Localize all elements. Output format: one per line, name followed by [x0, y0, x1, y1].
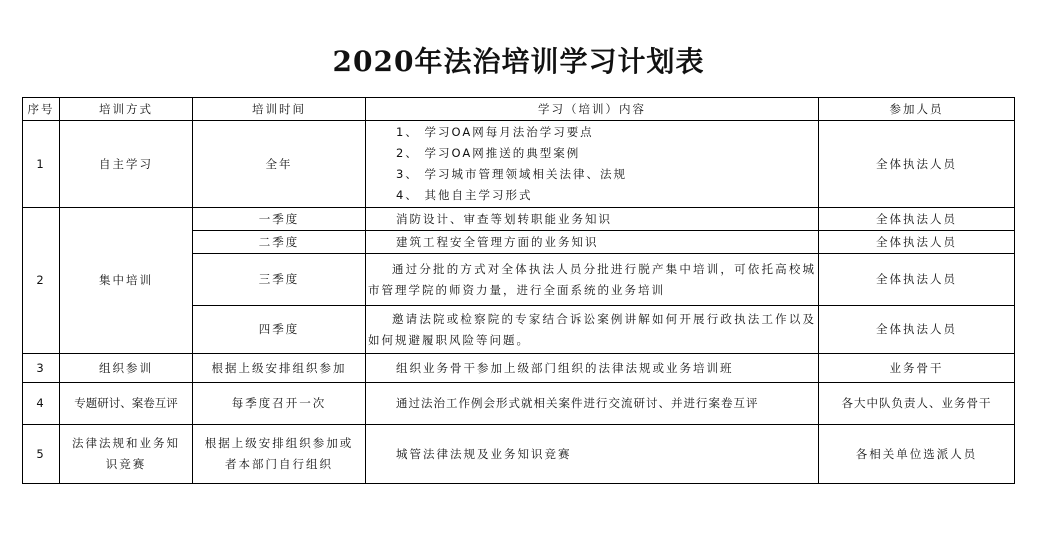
training-time: 四季度	[193, 306, 366, 354]
page-title: 2020年法治培训学习计划表	[332, 45, 705, 78]
training-content: 消防设计、审查等划转职能业务知识	[366, 208, 819, 231]
training-time: 全年	[193, 121, 366, 208]
row-number: 3	[23, 354, 60, 383]
row-number: 4	[23, 383, 60, 425]
header-cell: 参加人员	[819, 98, 1015, 121]
participants: 各相关单位选派人员	[819, 425, 1015, 484]
training-mode: 集中培训	[60, 208, 193, 354]
table-row	[23, 383, 1015, 425]
participants: 各大中队负责人、业务骨干	[819, 383, 1015, 425]
training-content: 邀请法院或检察院的专家结合诉讼案例讲解如何开展行政执法工作以及如何规避履职风险等问题。	[366, 306, 819, 354]
table-row	[23, 425, 1015, 484]
participants: 全体执法人员	[819, 208, 1015, 231]
training-time: 一季度	[193, 208, 366, 231]
row-number: 1	[23, 121, 60, 208]
participants: 全体执法人员	[819, 231, 1015, 254]
training-mode: 自主学习	[60, 121, 193, 208]
training-content: 建筑工程安全管理方面的业务知识	[366, 231, 819, 254]
training-content: 组织业务骨干参加上级部门组织的法律法规或业务培训班	[366, 354, 819, 383]
table-row	[23, 354, 1015, 383]
training-content: 通过分批的方式对全体执法人员分批进行脱产集中培训，可依托高校城市管理学院的师资力量，进行全面系统的业务培训	[366, 254, 819, 306]
content-item: 1、 学习OA网每月法治学习要点	[396, 125, 594, 139]
participants: 全体执法人员	[819, 254, 1015, 306]
header-cell: 学习（培训）内容	[366, 98, 819, 121]
content-item: 2、 学习OA网推送的典型案例	[396, 146, 581, 160]
training-mode: 法律法规和业务知识竞赛	[60, 425, 193, 484]
content-item: 3、 学习城市管理领域相关法律、法规	[396, 167, 627, 181]
training-time: 每季度召开一次	[193, 383, 366, 425]
training-time: 二季度	[193, 231, 366, 254]
row-number: 5	[23, 425, 60, 484]
training-mode: 专题研讨、案卷互评	[60, 383, 193, 425]
row-number: 2	[23, 208, 60, 354]
content-item: 4、 其他自主学习形式	[396, 188, 533, 202]
participants: 全体执法人员	[819, 121, 1015, 208]
table-row	[23, 208, 1015, 231]
training-time: 根据上级安排组织参加	[193, 354, 366, 383]
header-cell: 培训方式	[60, 98, 193, 121]
table-row	[23, 121, 1015, 208]
training-content	[366, 121, 819, 208]
participants: 业务骨干	[819, 354, 1015, 383]
table-header	[23, 98, 1015, 121]
training-content: 城管法律法规及业务知识竞赛	[366, 425, 819, 484]
participants: 全体执法人员	[819, 306, 1015, 354]
training-time: 三季度	[193, 254, 366, 306]
training-content: 通过法治工作例会形式就相关案件进行交流研讨、并进行案卷互评	[366, 383, 819, 425]
header-cell: 培训时间	[193, 98, 366, 121]
training-mode: 组织参训	[60, 354, 193, 383]
header-cell: 序号	[23, 98, 60, 121]
training-time: 根据上级安排组织参加或者本部门自行组织	[193, 425, 366, 484]
training-plan-table	[22, 97, 1015, 484]
